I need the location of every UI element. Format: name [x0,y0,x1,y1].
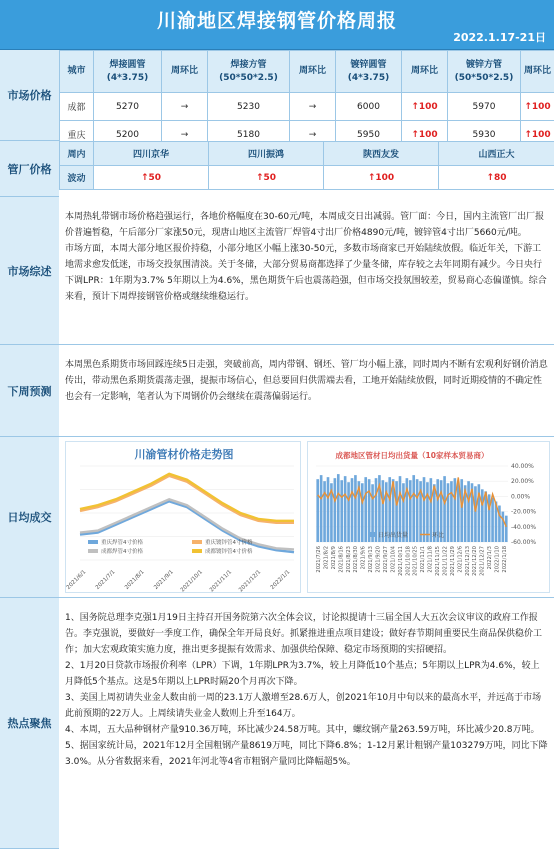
change-cell: → [290,121,336,149]
hot-item: 3、美国上周初请失业金人数由前一周的23.1万人激增至28.6万人，创2021年10月中旬以来的最高水平，并远高于市场此前预期的22万人。上周续请失业金人数则上升至164万。 [65,693,542,719]
volume-bar [447,483,450,542]
volume-bar [416,479,419,542]
x-tick-label: 2021/11/22 [442,546,449,576]
section-label-market-price: 市场价格 [0,50,59,141]
legend-swatch [368,532,376,537]
legend-label: 重庆焊管4寸价格 [101,540,143,546]
hot-item: 4、本周，五大品种钢材产量910.36万吨，环比减少24.58万吨。其中，螺纹钢产量263.59万吨，环比减少20.8万吨。 [65,725,540,735]
section-label-daily-volume: 日均成交 [0,437,59,598]
header-change: 周环比 [290,51,336,93]
price-cell: 5230 [208,93,290,121]
volume-bar [323,481,326,542]
chart-title: 川渝管材价格走势图 [134,448,234,461]
x-tick-label: 2021/9/20 [375,546,382,573]
volume-bar [364,477,367,542]
legend-swatch [88,549,98,553]
factory-change: ↑50 [94,166,209,190]
x-tick-label: 2021/7/26 [316,546,322,573]
daily-volume-chart [307,441,550,593]
x-tick-label: 2021/10/25 [412,546,419,576]
change-cell: ↑100 [402,93,448,121]
volume-bar [327,477,330,542]
x-tick-label: 2022/1/18 [502,546,508,573]
x-tick-label: 2021/9/13 [368,546,375,573]
factory-row-label: 波动 [60,166,94,190]
volume-bar [460,479,463,542]
header-change: 周环比 [402,51,448,93]
factory-table [59,141,554,190]
price-cell: 5200 [94,121,162,149]
volume-bar [354,475,357,542]
volume-bar [337,474,340,542]
change-cell: → [162,93,208,121]
legend-label: 日均出货量 [378,532,409,539]
x-tick-label: 2021/6/1 [66,569,88,591]
volume-bar [488,494,491,542]
section-label-factory-price: 管厂价格 [0,141,59,197]
factory-row-label: 周内 [60,142,94,166]
x-tick-label: 2021/9/27 [382,546,389,573]
x-tick-label: 2021/12/13 [464,546,471,576]
legend-swatch [192,549,202,553]
volume-bar [316,479,319,542]
change-cell: ↑100 [521,121,554,149]
header-welded-round: 焊接圆管 (4*3.75) [94,51,162,93]
change-cell: → [162,121,208,149]
header-galvanized-square: 镀锌方管 (50*50*2.5) [448,51,521,93]
header-welded-square: 焊接方管 (50*50*2.5) [208,51,290,93]
x-tick-label: 2021/11/1 [420,546,427,573]
factory-change: ↑100 [324,166,439,190]
price-cell: 5930 [448,121,521,149]
forecast-paragraph: 本周黑色系期货市场回踩连续5日走强，突破前高，周内带钢、钢坯、管厂均小幅上涨，同时周内不断有宏观利好钢价消息传出，带动黑色系期货震荡走强，提振市场信心，但总要回归供需端去看，工地开始陆续放假，同时近期疫情的不确定性也会有一定影响，笔者认为下周钢价仍会继续在震荡偏弱运行。 [65,360,548,402]
hot-item: 5、据国家统计局，2021年12月全国粗钢产量8619万吨，同比下降6.8%；1-12月累计粗钢产量103279万吨，同比下降3.0%。从分省数据来看，2021年河北等4省市粗钢产量同比降幅超5%。 [65,741,548,767]
price-cell: 5970 [448,93,521,121]
x-tick-label: 2022/1/10 [494,546,501,573]
volume-bar [481,489,484,542]
volume-bar [491,497,494,542]
market-summary-text [59,197,554,345]
x-tick-label: 2021/10/4 [390,546,397,573]
factory-row-changes [60,166,554,190]
x-tick-label: 2021/12/1 [238,569,263,594]
volume-bar [454,478,457,542]
x-tick-label: 2021/8/23 [345,546,352,573]
x-tick-label: 2021/10/11 [397,546,404,576]
y-right-tick: -20.00% [511,508,537,516]
price-table-header [60,51,554,93]
volume-bar [412,475,415,542]
header-change: 周环比 [521,51,554,93]
price-cell: 5270 [94,93,162,121]
x-tick-label: 2021/11/29 [449,546,456,576]
report-header [0,0,554,50]
forecast-text [59,345,554,437]
x-tick-label: 2021/8/30 [353,546,360,573]
table-row [60,93,554,121]
price-table [59,50,554,149]
header-change: 周环比 [162,51,208,93]
x-tick-label: 2021/7/1 [94,569,117,591]
chart-title: 成都地区管材日均出货量（10家样本贸易商） [335,451,489,460]
volume-bar [450,481,453,542]
city-cell: 成都 [60,93,94,121]
volume-bar [502,512,505,542]
y-right-tick: 40.00% [511,463,534,470]
price-trend-chart [65,441,301,593]
x-tick-label: 2022/1/1 [269,569,292,591]
volume-bar [347,482,350,542]
legend-label: 成都焊管4寸价格 [101,549,143,555]
volume-bar [351,478,354,542]
x-tick-label: 2021/11/1 [208,569,234,594]
factory-name: 山西正大 [439,142,554,166]
volume-bar [340,480,343,542]
x-tick-label: 2021/8/1 [123,569,146,591]
volume-bar [320,475,323,542]
x-tick-label: 2021/11/15 [435,546,442,576]
summary-paragraph: 本周热轧带钢市场价格趋强运行，各地价格幅度在30-60元/吨，本周成交日出减弱。管厂面：今日，国内主流管厂出厂报价普遍暂稳，午后部分厂家涨50元，现唐山地区主流管厂焊管4寸出厂价格4890元/吨，镀锌管4寸出厂5660元/吨。 [65,212,545,238]
volume-bar [467,481,470,542]
charts-area [59,437,554,598]
legend-label: 重庆镀锌管4寸价格 [205,540,253,546]
factory-change: ↑50 [209,166,324,190]
daily-volume-svg [308,442,551,594]
summary-paragraph: 市场方面，本周大部分地区报价持稳，小部分地区小幅上涨30-50元，多数市场商家已开始陆续放假。临近年关，下游工地需求愈发低迷，市场交投氛围清淡。关于冬储，大部分贸易商都选择了少量冬储，库存较之去年同期有减少。今日央行下调LPR：1年期为3.7% 5年期以上为4.6%，黑色期货午后也震荡趋强，但市场交投氛围较差，贸易商心态偏谨慎。综合来看，预计下周焊接钢管价格或继续维稳运行。 [65,244,547,302]
volume-bar [505,516,508,542]
x-tick-label: 2022/1/3 [487,546,494,570]
header-city: 城市 [60,51,94,93]
volume-bar [426,482,429,542]
x-tick-label: 2021/8/2 [323,546,330,570]
change-cell: ↑100 [521,93,554,121]
price-trend-svg [66,442,302,594]
y-right-tick: -40.00% [511,523,537,531]
section-label-market-summary: 市场综述 [0,197,59,345]
legend-swatch [192,540,202,544]
hot-item: 1、国务院总理李克强1月19日主持召开国务院第六次全体会议，讨论拟提请十三届全国人大五次会议审议的政府工作报告。李克强说，要做好一季度工作，确保全年开局良好。抓紧推进重点项目建设；做好春节期间重要民生商品保供稳价工作；加大宏观政策实施力度，推出更多提振有效需求、加强供给保障、稳定市场预期的实招硬招。 [65,613,543,655]
price-cell: 6000 [336,93,402,121]
factory-name: 四川京华 [94,142,209,166]
y-right-tick: 20.00% [511,478,534,486]
volume-bar [334,478,337,542]
volume-bar [409,480,412,542]
legend-swatch [88,540,98,544]
city-cell: 重庆 [60,121,94,149]
x-tick-label: 2021/9/6 [360,546,367,570]
legend-label: 成都镀锌管4寸价格 [205,549,253,555]
x-tick-label: 2021/10/18 [405,546,412,576]
price-cell: 5950 [336,121,402,149]
x-tick-label: 2021/12/20 [472,546,479,576]
section-label-hot-topics: 热点聚焦 [0,598,59,849]
volume-bar [344,476,347,542]
report-title: 川渝地区焊接钢管价格周报 [156,10,397,32]
report-date: 2022.1.17-21日 [453,31,546,44]
section-label-next-week: 下周预测 [0,345,59,437]
legend-label: 环比 [432,532,445,539]
series-line [80,474,294,521]
x-tick-label: 2021/10/1 [179,569,204,594]
x-tick-label: 2021/12/27 [479,546,486,576]
factory-name: 陕西友发 [324,142,439,166]
factory-change: ↑80 [439,166,554,190]
x-tick-label: 2021/9/1 [153,569,175,591]
change-cell: ↑100 [402,121,448,149]
x-tick-label: 2021/12/6 [457,546,464,573]
hot-item: 2、1月20日贷款市场报价利率（LPR）下调，1年期LPR为3.7%，较上月降低10个基点；5年期以上LPR为4.6%，较上月降低5个基点。这是5年期以上LPR时隔20个月再次下降。 [65,661,540,687]
price-cell: 5180 [208,121,290,149]
x-tick-label: 2021/8/16 [338,546,345,573]
factory-row-names [60,142,554,166]
volume-bar [423,477,426,542]
x-tick-label: 2021/11/8 [427,546,434,573]
volume-bar [361,483,364,542]
y-right-tick: -60.00% [511,539,537,546]
change-cell: → [290,93,336,121]
factory-name: 四川振鸿 [209,142,324,166]
header-galvanized-round: 镀锌圆管 (4*3.75) [336,51,402,93]
x-tick-label: 2021/8/9 [330,546,337,570]
hot-topics-text [59,598,554,849]
volume-bar [474,486,477,542]
y-right-tick: 0.00% [511,493,531,501]
